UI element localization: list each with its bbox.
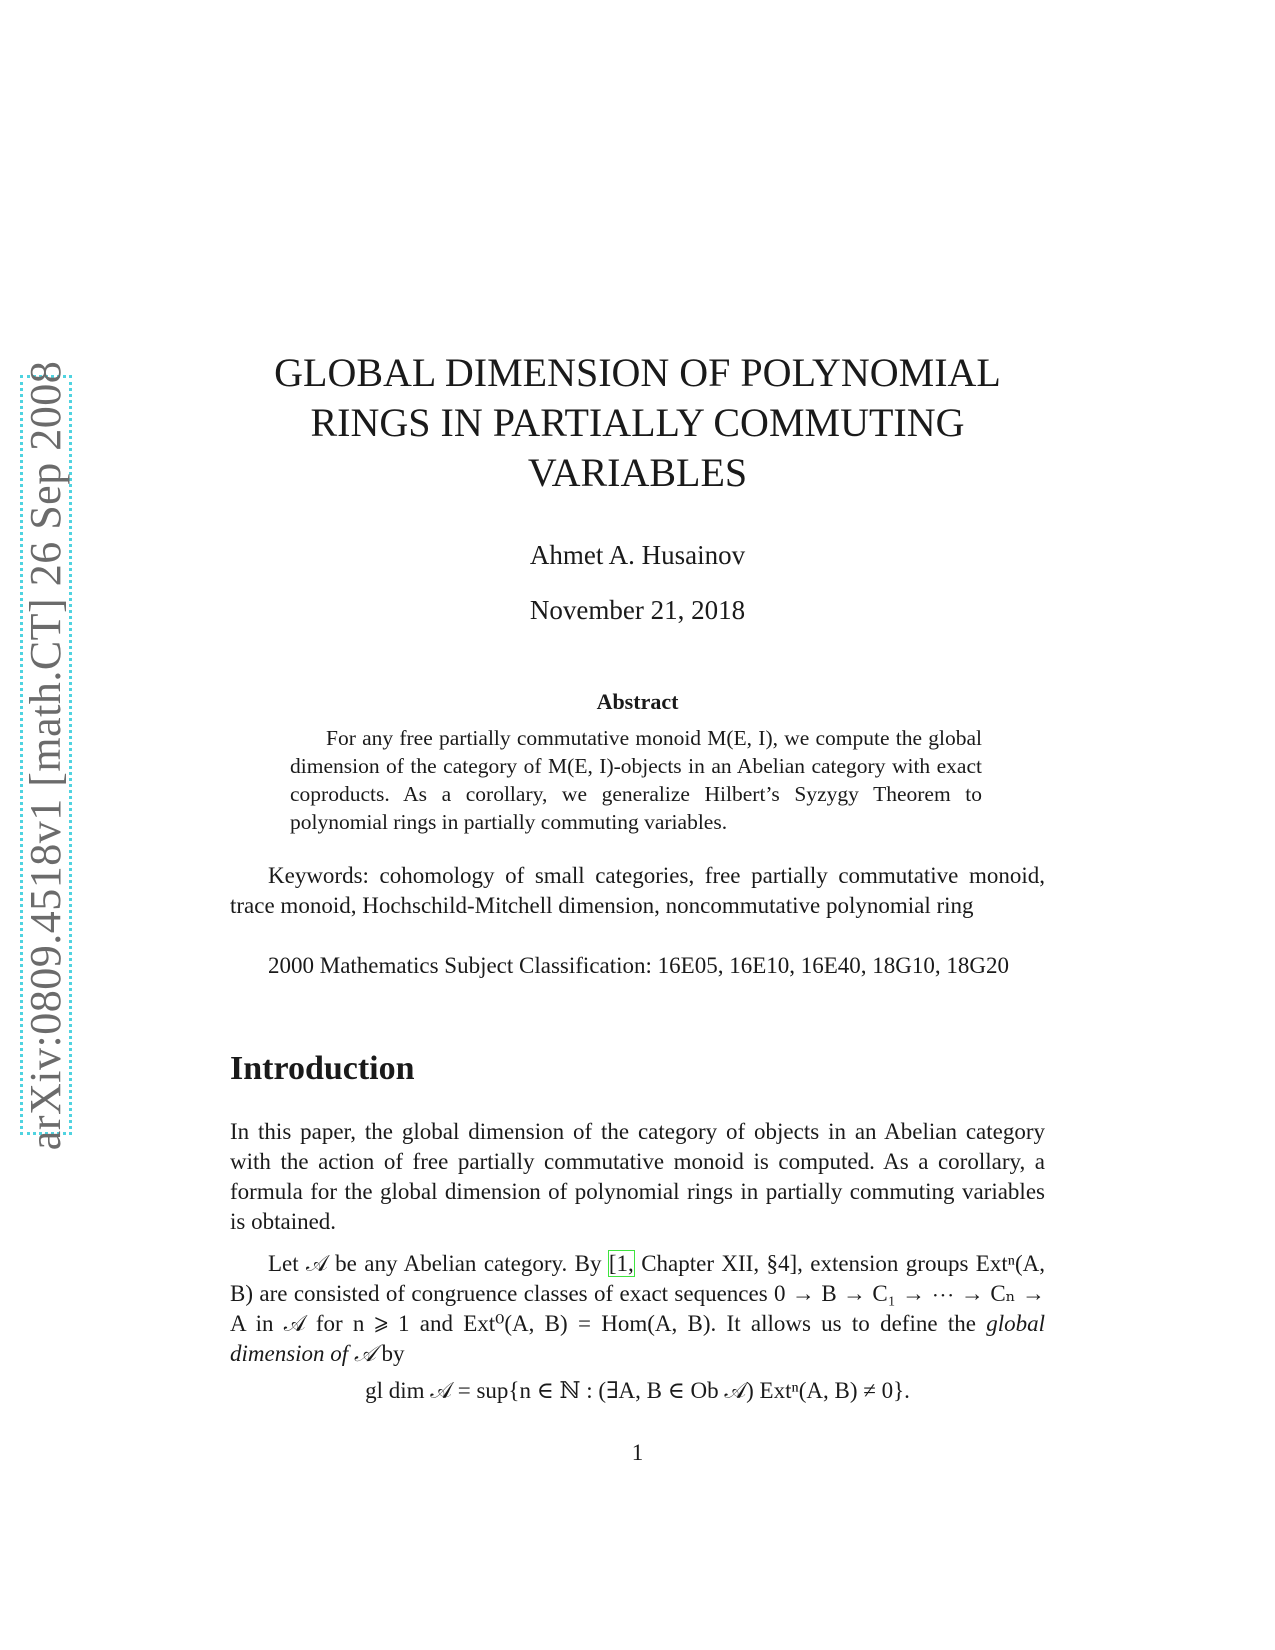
citation-link-1[interactable]: [1, — [608, 1251, 634, 1276]
title-line-1: GLOBAL DIMENSION OF POLYNOMIAL — [274, 350, 1001, 395]
intro-paragraph-1: In this paper, the global dimension of the category of objects in an Abelian category with the action of free partially commutative monoid is computed. As a corollary, a formula for the global dimension of polynomial rings in partially commuting variables is obtained. — [230, 1119, 1045, 1234]
keywords: Keywords: cohomology of small categories, free partially commutative monoid, trace monoid, Hochschild-Mitchell dimension, noncommutative polynomial ring — [230, 863, 1045, 918]
abstract-text: For any free partially commutative monoid M(E, I), we compute the global dimension of the category of M(E, I)-objects in an Abelian category with exact coproducts. As a corollary, we generalize Hilbert’s Syzygy Theorem to polynomial rings in partially commuting variables. — [290, 726, 982, 834]
global-dimension-emphasis: global dimension of 𝒜 — [230, 1311, 1045, 1366]
title-line-3: VARIABLES — [527, 450, 748, 495]
arxiv-stamp — [20, 360, 72, 1150]
title-line-2: RINGS IN PARTIALLY COMMUTING — [310, 400, 965, 445]
intro-p2-part1: Let 𝒜 be any Abelian category. By — [268, 1251, 609, 1276]
intro-p2-part2: Chapter XII, §4], extension groups Extⁿ(A, B) are consisted of congruence classes of exact sequences 0 → B → C₁ → ⋯ → Cₙ → A in 𝒜 for n ⩾ 1 and Ext⁰(A, B) = Hom(A, B). It allows us to define the — [230, 1251, 1045, 1336]
page-number: 1 — [631, 1440, 644, 1465]
display-equation: gl dim 𝒜 = sup{n ∈ ℕ : (∃A, B ∈ Ob 𝒜) Extⁿ(A, B) ≠ 0}. — [365, 1378, 910, 1403]
abstract-heading: Abstract — [596, 689, 679, 714]
intro-p2-part3: by — [375, 1341, 405, 1366]
arxiv-stamp-label: arXiv:0809.4518v1 [math.CT] 26 Sep 2008 — [21, 360, 71, 1150]
author: Ahmet A. Husainov — [529, 540, 746, 570]
msc-classification: 2000 Mathematics Subject Classification: 16E05, 16E10, 16E40, 18G10, 18G20 — [268, 953, 1010, 978]
paper-title — [200, 348, 1075, 498]
section-heading-introduction: Introduction — [230, 1050, 415, 1087]
date: November 21, 2018 — [529, 595, 746, 625]
intro-paragraph-2 — [230, 1249, 1045, 1369]
